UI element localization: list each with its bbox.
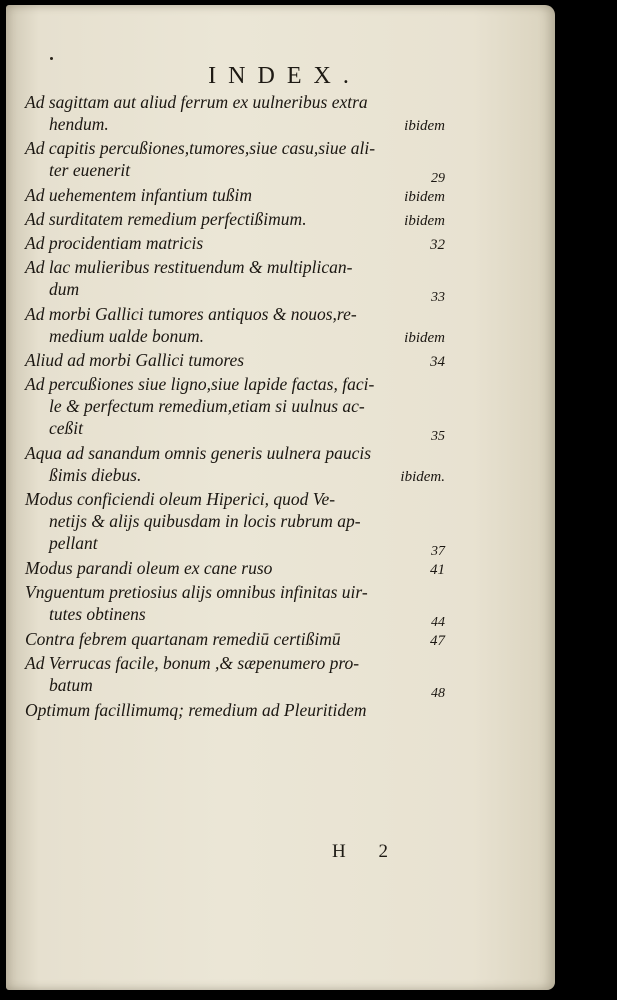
entry-line — [25, 232, 445, 256]
entry-text: medium ualde bonum. — [49, 326, 205, 346]
entry-text: Contra febrem quartanam remediū certißimū — [25, 629, 341, 649]
entry-line — [25, 674, 445, 699]
entry-line — [25, 208, 445, 232]
index-entry — [25, 137, 445, 184]
page-reference: 37 — [431, 544, 445, 559]
entry-line — [25, 417, 445, 442]
entry-text: pellant — [49, 533, 98, 553]
entry-text: ceßit — [49, 418, 84, 438]
entry-line — [25, 137, 445, 159]
entry-text: Ad morbi Gallici tumores antiquos & nouos,re- — [25, 304, 357, 324]
entry-text: batum — [49, 675, 93, 695]
entry-line — [25, 532, 445, 557]
entry-text: Modus parandi oleum ex cane ruso — [25, 558, 273, 578]
entry-text: Ad lac mulieribus restituendum & multiplican- — [25, 257, 353, 277]
page-reference: 35 — [431, 429, 445, 444]
entry-text: Ad capitis percußiones,tumores,siue casu,siue ali- — [25, 138, 376, 158]
entry-line — [25, 373, 445, 395]
entry-line — [25, 325, 445, 349]
page-reference: 48 — [431, 686, 445, 701]
index-entry — [25, 373, 445, 442]
entry-text: Aqua ad sanandum omnis generis uulnera paucis — [25, 443, 372, 463]
entry-line — [25, 91, 445, 113]
running-head: INDEX. — [208, 63, 361, 89]
index-entry — [25, 91, 445, 137]
page-reference: 29 — [431, 171, 445, 186]
entry-line — [25, 603, 445, 628]
entry-line — [25, 652, 445, 674]
ink-mark — [50, 57, 53, 60]
page-reference: ibidem. — [400, 469, 445, 485]
signature-mark: H 2 — [332, 841, 402, 862]
entry-line — [25, 256, 445, 278]
entry-text: Ad sagittam aut aliud ferrum ex uulneribus extra — [25, 92, 368, 112]
entry-text: ßimis diebus. — [49, 465, 142, 485]
index-entry — [25, 256, 445, 303]
index-entry — [25, 303, 445, 349]
index-entry — [25, 232, 445, 256]
page-reference: 33 — [431, 290, 445, 305]
entry-line — [25, 581, 445, 603]
page-reference: 34 — [430, 354, 445, 370]
index-entry — [25, 442, 445, 488]
entry-text: Ad surditatem remedium perfectißimum. — [25, 209, 307, 229]
index-entry — [25, 349, 445, 373]
entry-text: dum — [49, 279, 80, 299]
entry-line — [25, 488, 445, 510]
index-entry — [25, 652, 445, 699]
entry-text: Modus conficiendi oleum Hiperici, quod Ve- — [25, 489, 336, 509]
entry-text: Ad procidentiam matricis — [25, 233, 204, 253]
entry-line — [25, 113, 445, 137]
entry-text: Vnguentum pretiosius alijs omnibus infinitas uir- — [25, 582, 368, 602]
entry-text: Ad Verrucas facile, bonum ,& sæpenumero pro- — [25, 653, 360, 673]
page-reference: 32 — [430, 237, 445, 253]
index-entry — [25, 488, 445, 557]
entry-text: netijs & alijs quibusdam in locis rubrum ap- — [49, 511, 361, 531]
entry-line — [25, 699, 445, 721]
index-entry — [25, 184, 445, 208]
index-entry — [25, 581, 445, 628]
entry-text: ter euenerit — [49, 160, 131, 180]
entry-text: hendum. — [49, 114, 109, 134]
index-entry — [25, 628, 445, 652]
page-reference: ibidem — [404, 189, 445, 205]
entry-line — [25, 159, 445, 184]
entry-line — [25, 349, 445, 373]
entry-line — [25, 464, 445, 488]
entry-text: Aliud ad morbi Gallici tumores — [25, 350, 245, 370]
index-entry — [25, 699, 445, 721]
page-reference: ibidem — [404, 330, 445, 346]
entry-line — [25, 628, 445, 652]
page-reference: ibidem — [404, 118, 445, 134]
book-page — [6, 5, 555, 990]
entry-text: le & perfectum remedium,etiam si uulnus ac- — [49, 396, 365, 416]
entry-line — [25, 278, 445, 303]
entry-text: Ad uehementem infantium tußim — [25, 185, 252, 205]
page-reference: ibidem — [404, 213, 445, 229]
index-entry — [25, 557, 445, 581]
entry-line — [25, 303, 445, 325]
entry-line — [25, 395, 445, 417]
page-reference: 44 — [431, 615, 445, 630]
entry-line — [25, 184, 445, 208]
entry-text: Optimum facillimumq; remedium ad Pleuritidem — [25, 700, 367, 720]
entry-line — [25, 442, 445, 464]
page-reference: 41 — [430, 562, 445, 578]
entry-line — [25, 557, 445, 581]
page-reference: 47 — [430, 633, 445, 649]
entry-line — [25, 510, 445, 532]
index-entries — [25, 91, 445, 721]
index-entry — [25, 208, 445, 232]
entry-text: tutes obtinens — [49, 604, 146, 624]
entry-text: Ad percußiones siue ligno,siue lapide factas, faci- — [25, 374, 375, 394]
